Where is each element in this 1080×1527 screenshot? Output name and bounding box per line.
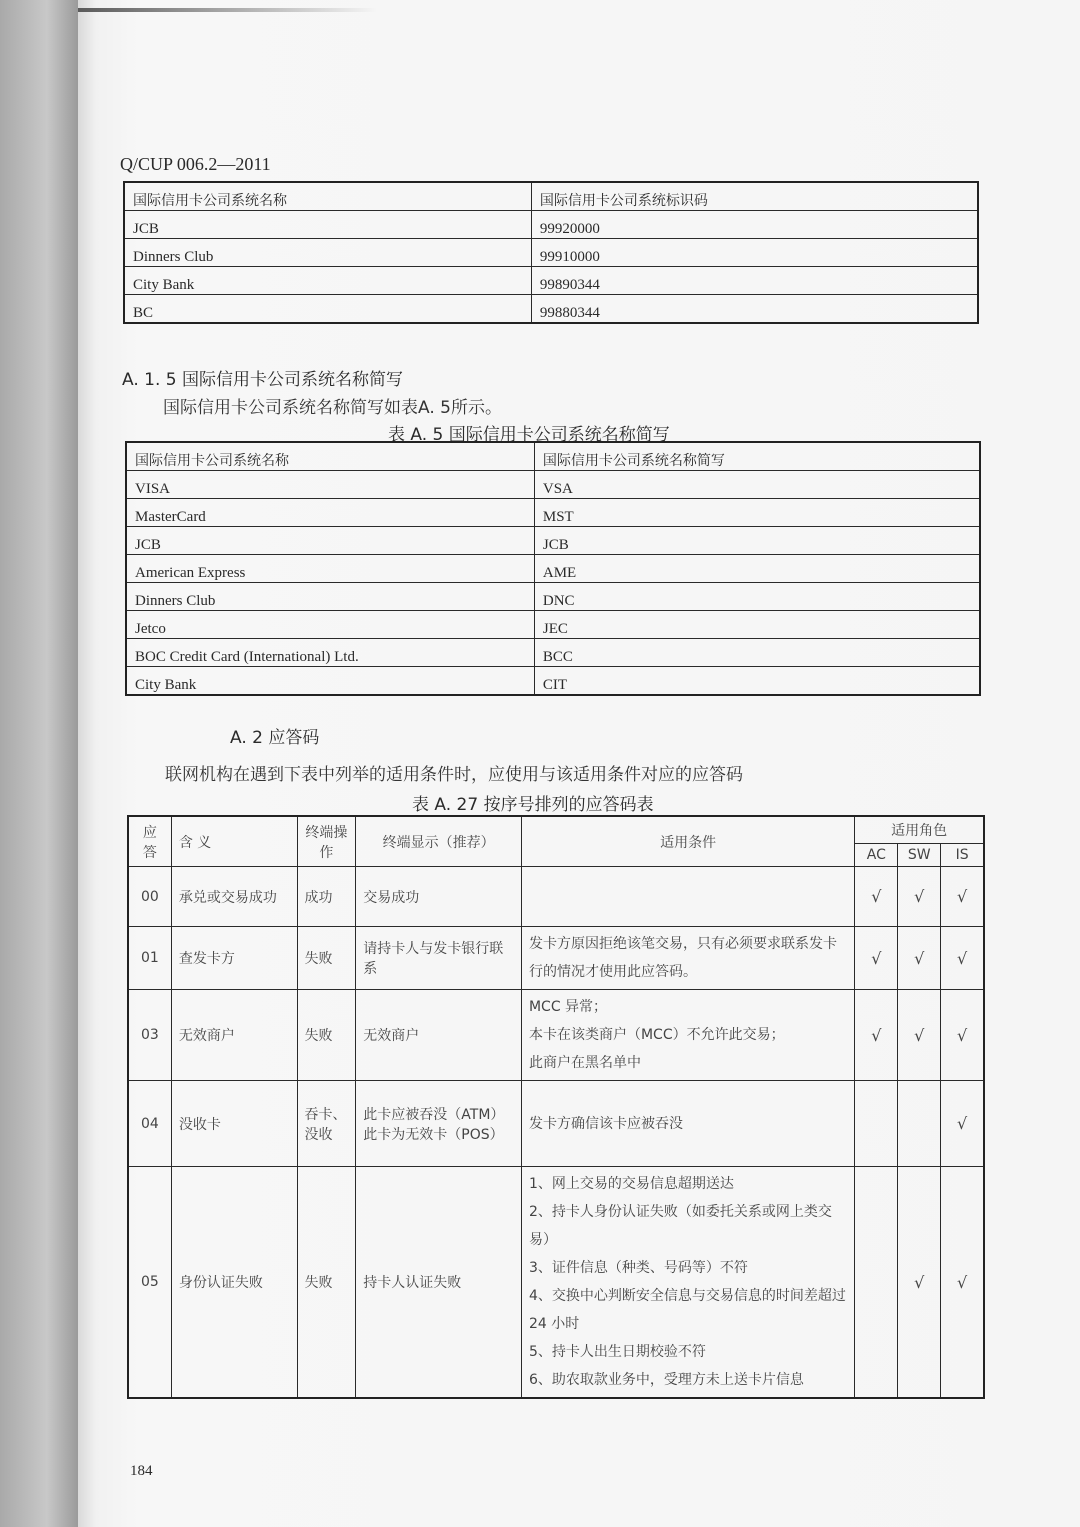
role-is-check: √ (941, 927, 984, 990)
role-ac-check: √ (855, 927, 898, 990)
page-top-shadow (78, 8, 378, 12)
role-ac-check: √ (855, 990, 898, 1081)
system-id-table (123, 181, 979, 324)
table-row (128, 1081, 984, 1167)
system-id-table-body (124, 182, 978, 323)
section-a15-intro: 国际信用卡公司系统名称简写如表A. 5所示。 (163, 398, 502, 418)
header-display: 终端显示（推荐） (356, 816, 522, 867)
role-is-check: √ (941, 1081, 984, 1167)
table-row (128, 927, 984, 990)
terminal-op-cell: 成功 (297, 867, 356, 927)
table-row (124, 295, 978, 324)
header-cell: 国际信用卡公司系统名称 (124, 182, 531, 211)
meaning-cell: 查发卡方 (171, 927, 297, 990)
table-a27 (127, 815, 985, 1399)
display-cell: 无效商户 (356, 990, 522, 1081)
table-header-row (124, 182, 978, 211)
condition-cell (521, 867, 854, 927)
response-code-cell: 03 (128, 990, 171, 1081)
table-a5-body (126, 442, 980, 695)
abbreviation-cell: DNC (534, 583, 980, 611)
meaning-cell: 承兑或交易成功 (171, 867, 297, 927)
system-name-cell: Dinners Club (126, 583, 534, 611)
abbreviation-cell: MST (534, 499, 980, 527)
condition-line: 发卡方确信该卡应被吞没 (528, 1115, 683, 1132)
header-terminal-op: 终端操作 (297, 816, 356, 867)
table-a27-body (128, 867, 984, 1399)
system-name-cell: Jetco (126, 611, 534, 639)
role-is-check: √ (941, 1167, 984, 1399)
abbreviation-cell: VSA (534, 471, 980, 499)
table-row (124, 239, 978, 267)
abbreviation-cell: AME (534, 555, 980, 583)
condition-line: 6、助农取款业务中，受理方未上送卡片信息 (528, 1372, 804, 1388)
role-ac-check (855, 1167, 898, 1399)
role-ac-check (855, 1081, 898, 1167)
table-row (126, 499, 980, 527)
table-row (126, 555, 980, 583)
table-row (128, 1167, 984, 1399)
condition-line: 4、交换中心判断安全信息与交易信息的时间差超过 24 小时 (528, 1288, 846, 1332)
system-name-cell: BC (124, 295, 531, 324)
condition-cell (521, 990, 854, 1081)
condition-line: 此商户在黑名单中 (528, 1055, 641, 1071)
condition-cell (521, 927, 854, 990)
terminal-op-cell: 吞卡、没收 (297, 1081, 356, 1167)
abbreviation-cell: JCB (534, 527, 980, 555)
system-name-cell: BOC Credit Card (International) Ltd. (126, 639, 534, 667)
terminal-op-cell: 失败 (297, 927, 356, 990)
terminal-op-cell: 失败 (297, 990, 356, 1081)
condition-line: 本卡在该类商户（MCC）不允许此交易； (528, 1027, 785, 1043)
system-code-cell: 99880344 (531, 295, 978, 324)
system-code-cell: 99890344 (531, 267, 978, 295)
header-condition: 适用条件 (521, 816, 854, 867)
table-row (128, 867, 984, 927)
abbreviation-cell: BCC (534, 639, 980, 667)
system-name-cell: City Bank (126, 667, 534, 696)
header-cell: 国际信用卡公司系统名称 (126, 442, 534, 471)
header-role-is: IS (941, 844, 984, 867)
system-name-cell: City Bank (124, 267, 531, 295)
book-spine-edge (0, 0, 78, 1527)
role-sw-check: √ (898, 1167, 941, 1399)
response-code-cell: 05 (128, 1167, 171, 1399)
table-row (126, 583, 980, 611)
table-row (128, 990, 984, 1081)
system-code-cell: 99910000 (531, 239, 978, 267)
table-row (126, 471, 980, 499)
display-cell: 持卡人认证失败 (356, 1167, 522, 1399)
response-code-cell: 00 (128, 867, 171, 927)
header-cell: 国际信用卡公司系统名称简写 (534, 442, 980, 471)
table-row (126, 639, 980, 667)
condition-line: 2、持卡人身份认证失败（如委托关系或网上类交易） (528, 1204, 832, 1248)
display-cell: 交易成功 (356, 867, 522, 927)
table-row (126, 527, 980, 555)
header-roles: 适用角色 (855, 816, 984, 844)
document-id: Q/CUP 006.2—2011 (120, 154, 271, 174)
system-name-cell: Dinners Club (124, 239, 531, 267)
condition-cell (521, 1167, 854, 1399)
role-is-check: √ (941, 867, 984, 927)
condition-line: 3、证件信息（种类、号码等）不符 (528, 1260, 748, 1276)
table-row (124, 267, 978, 295)
section-a2-heading: A. 2 应答码 (230, 728, 320, 748)
system-name-cell: JCB (124, 211, 531, 239)
page-number: 184 (130, 1463, 153, 1479)
role-sw-check: √ (898, 867, 941, 927)
meaning-cell: 身份认证失败 (171, 1167, 297, 1399)
table-a5 (125, 441, 981, 696)
header-cell: 国际信用卡公司系统标识码 (531, 182, 978, 211)
display-cell: 此卡应被吞没（ATM）此卡为无效卡（POS） (356, 1081, 522, 1167)
response-code-cell: 01 (128, 927, 171, 990)
table-a5-caption: 表 A. 5 国际信用卡公司系统名称简写 (388, 425, 670, 445)
header-meaning: 含 义 (171, 816, 297, 867)
abbreviation-cell: CIT (534, 667, 980, 696)
role-ac-check: √ (855, 867, 898, 927)
condition-line: MCC 异常； (528, 999, 608, 1015)
role-sw-check: √ (898, 990, 941, 1081)
table-header-row (126, 442, 980, 471)
abbreviation-cell: JEC (534, 611, 980, 639)
response-code-cell: 04 (128, 1081, 171, 1167)
condition-line: 发卡方原因拒绝该笔交易，只有必须要求联系发卡行的情况才使用此应答码。 (528, 936, 837, 980)
condition-cell (521, 1081, 854, 1167)
system-name-cell: American Express (126, 555, 534, 583)
meaning-cell: 没收卡 (171, 1081, 297, 1167)
table-row (126, 667, 980, 696)
table-a27-header (128, 816, 984, 867)
section-a2-intro: 联网机构在遇到下表中列举的适用条件时，应使用与该适用条件对应的应答码 (165, 765, 743, 785)
header-role-ac: AC (855, 844, 898, 867)
system-code-cell: 99920000 (531, 211, 978, 239)
role-sw-check (898, 1081, 941, 1167)
role-sw-check: √ (898, 927, 941, 990)
meaning-cell: 无效商户 (171, 990, 297, 1081)
system-name-cell: VISA (126, 471, 534, 499)
system-name-cell: JCB (126, 527, 534, 555)
condition-line: 5、持卡人出生日期校验不符 (528, 1344, 706, 1360)
table-row (124, 211, 978, 239)
condition-line: 1、网上交易的交易信息超期送达 (528, 1176, 734, 1192)
role-is-check: √ (941, 990, 984, 1081)
display-cell: 请持卡人与发卡银行联系 (356, 927, 522, 990)
terminal-op-cell: 失败 (297, 1167, 356, 1399)
header-code: 应答 (128, 816, 171, 867)
table-row (126, 611, 980, 639)
section-a15-heading: A. 1. 5 国际信用卡公司系统名称简写 (122, 370, 403, 390)
table-a27-caption: 表 A. 27 按序号排列的应答码表 (412, 795, 654, 815)
header-role-sw: SW (898, 844, 941, 867)
system-name-cell: MasterCard (126, 499, 534, 527)
